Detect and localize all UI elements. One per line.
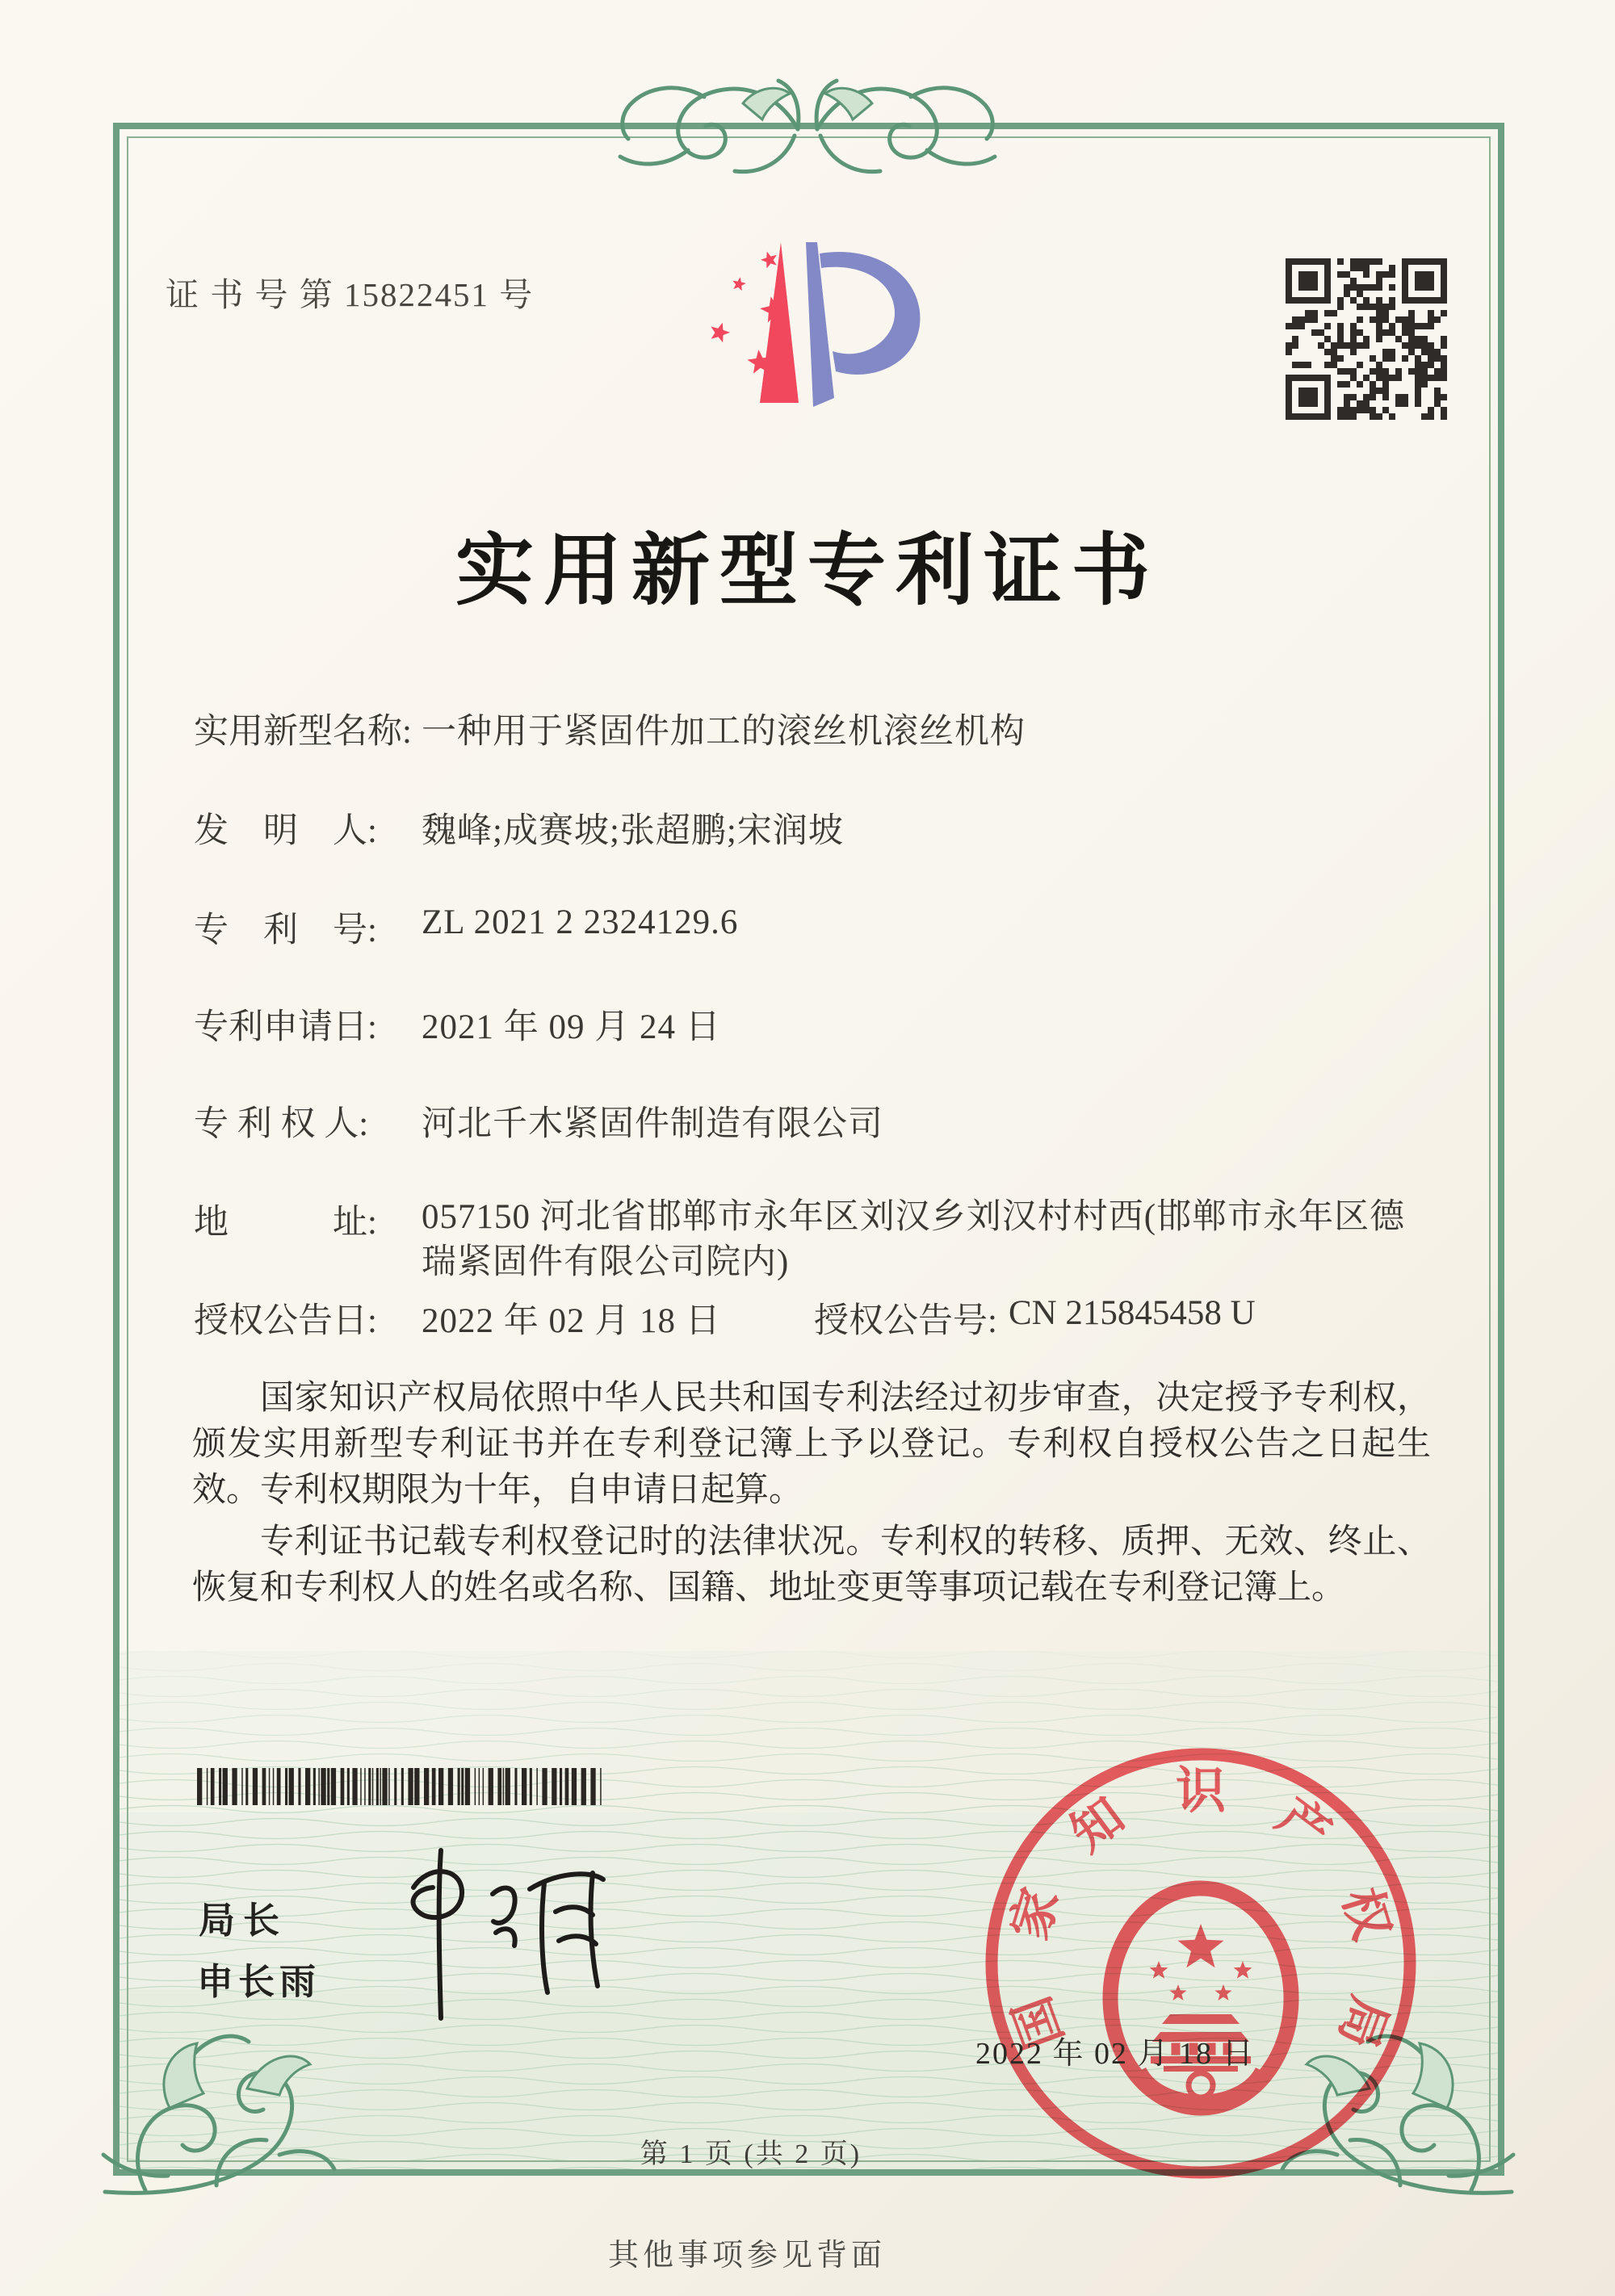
field-grant-row: [194, 1293, 1431, 1343]
field-filing-date: [194, 999, 1431, 1049]
svg-text:产: 产: [1267, 1788, 1340, 1862]
field-value: 057150 河北省邯郸市永年区刘汉乡刘汉村村西(邯郸市永年区德瑞紧固件有限公司院内): [422, 1198, 1406, 1281]
grant-date-label: 授权公告日:: [194, 1302, 377, 1340]
grant-number-label: 授权公告号:: [814, 1302, 997, 1340]
field-label: 专 利 号:: [194, 911, 377, 949]
field-label: 专 利 权 人:: [194, 1105, 369, 1143]
svg-text:识: 识: [1175, 1764, 1227, 1819]
grant-date-value: 2022 年 02 月 18 日: [422, 1302, 721, 1340]
top-center-flourish-ornament: [581, 71, 1034, 192]
field-inventors: [194, 803, 1431, 853]
svg-text:权: 权: [1332, 1882, 1399, 1946]
field-value: 魏峰;成赛坡;张超鹏;宋润坡: [422, 812, 844, 850]
page-number: 第 1 页 (共 2 页): [640, 2139, 862, 2169]
svg-text:家: 家: [1002, 1882, 1070, 1946]
director-name: 申长雨: [197, 1961, 321, 2002]
seal-date: 2022 年 02 月 18 日: [975, 2037, 1255, 2071]
field-label: 实用新型名称:: [194, 713, 412, 751]
seal-national-emblem: [1110, 1888, 1291, 2108]
cnipa-logo: [690, 236, 933, 438]
field-label: 地 址:: [194, 1204, 377, 1242]
field-value: 一种用于紧固件加工的滚丝机滚丝机构: [422, 713, 1026, 751]
svg-text:国: 国: [1005, 1989, 1074, 2055]
field-utility-model-name: [194, 704, 1431, 753]
official-red-seal: [969, 1732, 1433, 2196]
field-address: [194, 1195, 1431, 1285]
legal-paragraph-2: 专利证书记载专利权登记时的法律状况。专利权的转移、质押、无效、终止、恢复和专利权人的姓名或名称、国籍、地址变更等事项记载在专利登记簿上。: [192, 1523, 1431, 1607]
field-label: 发 明 人:: [194, 812, 377, 850]
barcode: [197, 1768, 605, 1805]
field-label: 专利申请日:: [194, 1008, 377, 1046]
qr-code: [1286, 258, 1447, 420]
field-value: ZL 2021 2 2324129.6: [422, 903, 739, 941]
field-value: 河北千木紧固件制造有限公司: [422, 1105, 883, 1143]
grant-number-value: CN 215845458 U: [1008, 1294, 1256, 1332]
svg-text:知: 知: [1061, 1788, 1135, 1862]
field-patent-number: [194, 903, 1431, 952]
field-patentee: [194, 1096, 1431, 1146]
svg-text:局: 局: [1328, 1989, 1397, 2055]
logo-red-spike: [760, 242, 799, 403]
field-value: 2021 年 09 月 24 日: [422, 1008, 721, 1046]
certificate-number: 证 书 号 第 15822451 号: [166, 276, 535, 313]
director-title: 局长: [199, 1900, 288, 1941]
director-signature: [363, 1841, 614, 2034]
back-side-note: 其他事项参见背面: [607, 2239, 886, 2273]
legal-paragraph-1: 国家知识产权局依照中华人民共和国专利法经过初步审查，决定授予专利权，颁发实用新型专利证书并在专利登记簿上予以登记。专利权自授权公告之日起生效。专利权期限为十年，自申请日起算。: [192, 1380, 1431, 1509]
certificate-title: 实用新型专利证书: [455, 528, 1160, 614]
logo-p-glyph: [820, 252, 920, 375]
